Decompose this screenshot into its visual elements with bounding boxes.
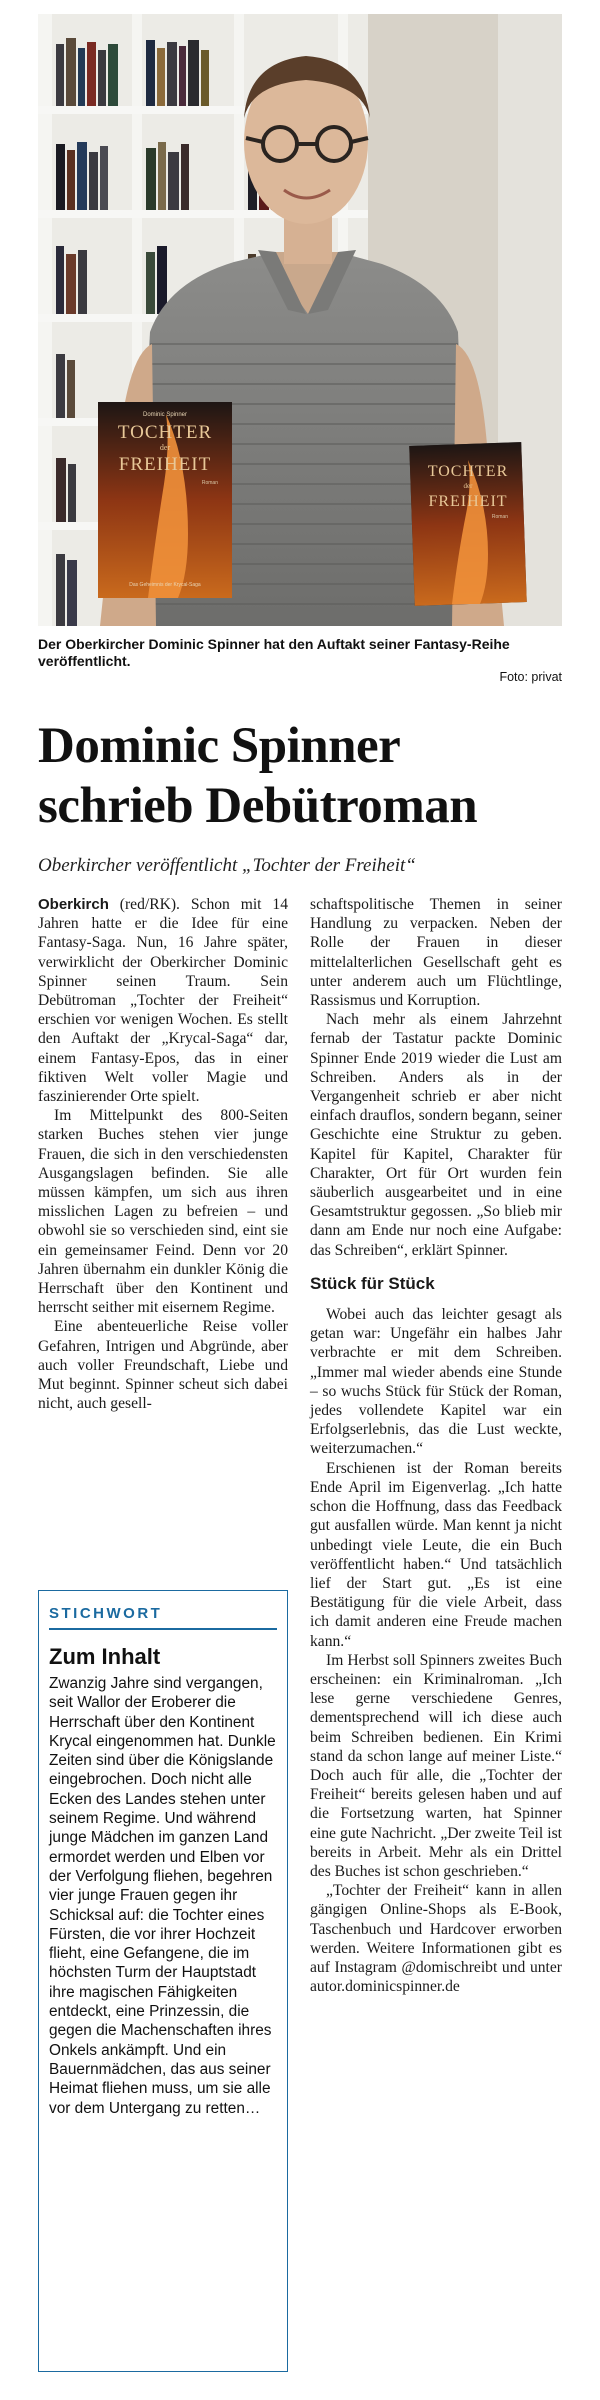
- stichwort-title: Zum Inhalt: [49, 1644, 161, 1669]
- subheadline: Oberkircher veröffentlicht „Tochter der Freiheit“: [38, 855, 416, 876]
- headline: Dominic Spinner schrieb Debütroman: [38, 718, 478, 834]
- book-left-genre: Roman: [201, 480, 218, 486]
- book-right-title-line2: der: [463, 482, 473, 490]
- article-paragraph: schaftspolitische Themen in seiner Handlung zu verpacken. Neben der Rolle der Frauen in dieser mittelalterlichen Gesellschaft geht es unter anderem auch um Flüchtlinge, Rassismus und Korruption.: [310, 896, 562, 1010]
- article-column-2: [310, 895, 562, 1996]
- article-paragraph: „Tochter der Freiheit“ kann in allen gängigen Online-Shops als E-Book, Taschenbuch und Hardcover erworben werden. Weitere Informationen gibt es auf Instagram @domischreibt und unter autor.dominicspinner.de: [310, 1882, 562, 1996]
- book-left-author: Dominic Spinner: [142, 412, 188, 418]
- article-paragraph: Eine abenteuerliche Reise voller Gefahren, Intrigen und Abgründe, aber auch voller Freundschaft, Liebe und Mut beginnt. Spinner scheut sich dabei nicht, auch gesell-: [38, 1318, 288, 1413]
- photo-illustration: [38, 14, 562, 626]
- book-left-title-line1: Tochter: [117, 422, 213, 443]
- stichwort-label: STICHWORT: [49, 1605, 163, 1622]
- paragraph-text: Schon mit 14 Jahren hatte er die Idee für eine Fantasy-Saga. Nun, 16 Jahre später, verwirklicht der Oberkircher Dominic Spinner seinen Traum. Sein Debütroman „Tochter der Freiheit“ erschien vor wenigen Wochen. Es stellt den Auftakt der „Krycal-Saga“ dar, einem Fantasy-Epos, das in einer fiktiven Welt voller Magie und faszinierender Orte spielt.: [38, 896, 288, 1106]
- book-cover-left: [98, 402, 232, 598]
- book-left-title-line3: Freiheit: [118, 454, 212, 475]
- article-column-1: [38, 895, 288, 1413]
- book-left-title-line2: der: [159, 443, 171, 452]
- article-paragraph: Im Mittelpunkt des 800-Seiten starken Buches stehen vier junge Frauen, die sich in den verschiedensten Ausgangslagen befinden. Sie alle müssen kämpfen, um sich aus ihren misslichen Lagen zu befreien – und obwohl sie so verschieden sind, eint sie ein gemeinsamer Feind. Denn vor 20 Jahren übernahm ein dunkler König die Herrschaft über den Kontinent und herrscht seither mit eisernem Regime.: [38, 1107, 288, 1317]
- stichwort-box: [38, 1590, 288, 2372]
- photo-credit: Foto: privat: [499, 670, 562, 684]
- section-heading: Stück für Stück: [310, 1273, 435, 1293]
- dateline: Oberkirch: [38, 896, 109, 913]
- stichwort-text: Zwanzig Jahre sind vergangen, seit Wallor der Eroberer die Herrschaft über den Kontinent Krycal eingenommen hat. Dunkle Zeiten sind über die Königslande eingebrochen. Doch nicht alle Ecken des Landes stehen unter seinem Regime. Und während junge Mädchen im ganzen Land ermordet werden und Elben vor der Verfolgung fliehen, begehren vier junge Frauen gegen ihr Schicksal auf: die Tochter eines Fürsten, die vor ihrer Hochzeit flieht, eine Gefangene, die im höchsten Turm der Hauptstadt ihre magischen Fähigkeiten entdeckt, eine Prinzessin, die gegen die Machenschaften ihres Onkels ankämpft. Und ein Bauernmädchen, das aus seiner Heimat fliehen muss, um sie alle vor dem Untergang zu retten…: [49, 1675, 276, 2117]
- article-paragraph: Nach mehr als einem Jahrzehnt fernab der Tastatur packte Dominic Spinner Ende 2019 wieder die Lust am Schreiben. Anders als in der Vergangenheit schrieb er aber nicht einfach drauflos, sondern begann, seiner Geschichte eine Struktur zu geben. Kapitel für Kapitel, Charakter für Charakter, Ort für Ort wurden fein säuberlich ausgearbeitet und in eine Gesamtstruktur gegossen. „So blieb mir dann am Ende nur noch eine Aufgabe: das Schreiben“, erklärt Spinner.: [310, 1011, 563, 1259]
- stichwort-rule: [49, 1628, 277, 1630]
- book-right-title-line3: Freiheit: [428, 493, 508, 510]
- article-photo: [38, 14, 562, 626]
- article-paragraph: Erschienen ist der Roman bereits Ende April im Eigenverlag. „Ich hatte schon die Hoffnung, dass das Feedback gut ausfallen würde. Man kennt ja nicht unbedingt viele Leute, die ein Buch veröffentlicht haben.“ Und tatsächlich lief der Start gut. „Es ist eine Bestätigung für die viele Arbeit, dass ich damit anderen eine Freude machen kann.“: [310, 1459, 562, 1650]
- book-right-title-line1: Tochter: [427, 463, 509, 480]
- article-paragraph: Im Herbst soll Spinners zweites Buch erscheinen: ein Kriminalroman. „Ich lese gerne verschiedene Genres, dementsprechend will ich diese auch beim Schreiben bedienen. Ein Krimi stand da schon lange auf meiner Liste.“ Doch auch für alle, die „Tochter der Freiheit“ bereits gelesen haben und auf die Fortsetzung warten, hat Spinner eine gute Nachricht. „Der zweite Teil ist bereits in Arbeit. Mehr als ein Drittel des Buches ist schon geschrieben.“: [310, 1651, 562, 1880]
- dateline-tag: (red/RK).: [119, 896, 180, 913]
- book-left-series: Das Geheimnis der Krycal-Saga: [129, 582, 201, 588]
- article-paragraph: [38, 895, 288, 1106]
- book-right-genre: Roman: [491, 514, 508, 520]
- photo-caption: Der Oberkircher Dominic Spinner hat den Auftakt seiner Fantasy-Reihe veröffentlicht.: [38, 636, 510, 669]
- article-paragraph: Wobei auch das leichter gesagt als getan war: Ungefähr ein halbes Jahr verbrachte er mit dem Schreiben. „Immer mal wieder abends eine Stunde – so wuchs Stück für Stück der Roman, jedes vollendete Kapitel war ein Erfolgserlebnis, das die Lust weckte, weiterzumachen.“: [310, 1306, 562, 1458]
- book-cover-right: [409, 442, 527, 606]
